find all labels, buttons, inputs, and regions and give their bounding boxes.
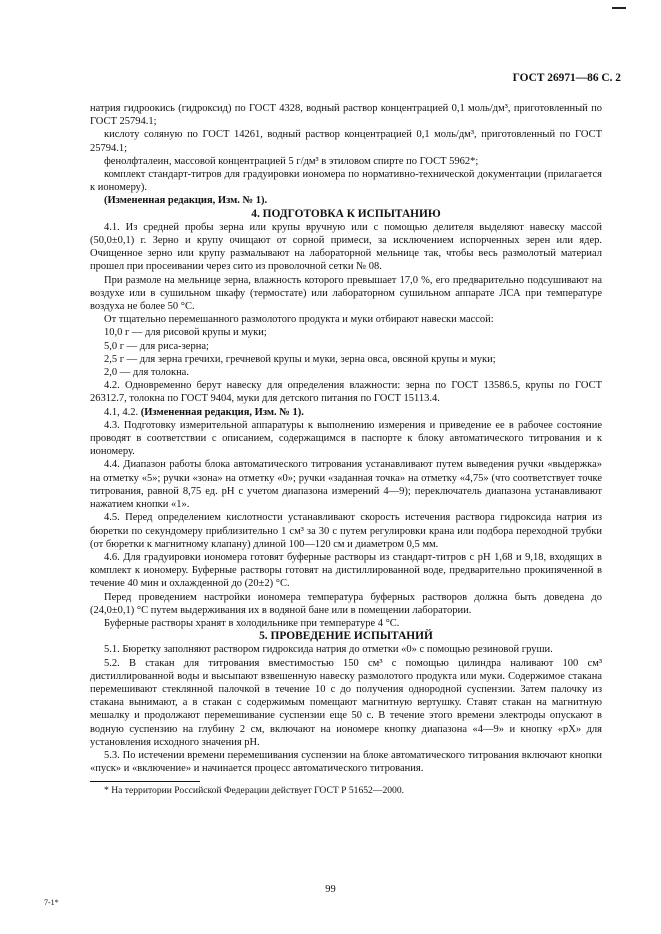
section-4-p11: Буферные растворы хранят в холодильнике при температуре 4 °С. [104,617,400,629]
corner-mark: 7-1* [44,898,59,907]
section-4-p3: От тщательно перемешанного размолотого продукта и муки отбирают навески массой: [104,314,494,326]
page-number: 99 [325,884,336,895]
section-5-p1: 5.1. Бюретку заполняют раствором гидроксида натрия до отметки «0» с помощью резиновой груши. [104,644,553,656]
intro-paragraph-3: фенолфталеин, массовой концентрацией 5 г/дм³ в этиловом спирте по ГОСТ 5962*; [104,155,479,167]
intro-paragraph-1: натрия гидроокись (гидроксид) по ГОСТ 4328, водный раствор концентрацией 0,1 моль/дм³, приготовленный по ГОСТ 25794.1; [90,103,602,128]
page-header: ГОСТ 26971—86 С. 2 [512,72,621,84]
section-5-title: 5. ПРОВЕДЕНИЕ ИСПЫТАНИЙ [259,630,433,643]
section-4-p7: 4.4. Диапазон работы блока автоматического титрования устанавливают путем выведения ручки «выдержка» на отметку «5»; ручки «зона» на отметку «0»; ручки «заданная точка» на отметку «4,75» (что соответствует точке титрования, равной 8,75 ед. рН с учетом диапазона измерений 4—9); переключатель диапазона устанавливают нажатием кнопки «1». [90,459,602,511]
intro-edit-note: (Измененная редакция, Изм. № 1). [104,195,268,207]
sample-mass-item-1: 10,0 г — для рисовой крупы и муки; [104,327,267,339]
section-4-edit-note [90,406,602,419]
edit-note-bold: (Измененная редакция, Изм. № 1). [140,406,304,418]
section-4-p2: При размоле на мельнице зерна, влажность которого превышает 17,0 %, его предварительно подсушивают на воздухе или в сушильном шкафу (термостате) или лабораторном сушильном аппарате ЛСА при температуре воздуха не более 50 °С. [90,274,602,313]
section-5-p3: 5.3. По истечении времени перемешивания суспензии на блоке автоматического титрования включают кнопки «пуск» и «включение» и начинается процесс автоматического титрования. [90,749,602,775]
edit-note-prefix: 4.1, 4.2. [104,406,139,418]
section-4-p4: 4.2. Одновременно берут навеску для определения влажности: зерна по ГОСТ 13586.5, крупы по ГОСТ 26312.7, толокна по ГОСТ 9404, муки для детского питания по ГОСТ 15113.4. [90,380,602,405]
section-4-p10: Перед проведением настройки иономера температура буферных растворов должна быть доведена до (24,0±0,1) °С путем выдерживания их в водяной бане или в помещении лаборатории. [90,591,602,616]
sample-mass-item-4: 2,0 — для толокна. [104,367,189,379]
top-dash [612,7,626,9]
page-content [90,102,602,798]
intro-paragraph-4: комплект стандарт-титров для градуировки иономера по нормативно-технической документации (прилагается к иономеру). [90,169,602,194]
footnote: * На территории Российской Федерации действует ГОСТ Р 51652—2000. [104,785,405,797]
section-4-p9: 4.6. Для градуировки иономера готовят буферные растворы из стандарт-титров с рН 1,68 и 9,18, входящих в комплект к иономеру. Буферные растворы готовят на дистиллированной воде, предварительно прокипяченной в течение 40 мин и охлажденной до (20±2) °С. [90,551,602,590]
section-4-p6: 4.3. Подготовку измерительной аппаратуры к выполнению измерения и приведение ее в рабочее состояние проводят в соответствии с описанием, содержащимся в паспорте к блоку автоматического титрования и к иономеру. [90,419,602,458]
section-4-title: 4. ПОДГОТОВКА К ИСПЫТАНИЮ [251,207,441,220]
sample-mass-item-2: 5,0 г — для риса-зерна; [104,340,209,352]
section-5-p2: 5.2. В стакан для титрования вместимостью 150 см³ с помощью цилиндра наливают 100 см³ дистиллированной воды и высыпают взвешенную навеску размолотого продукта или муки. Содержимое стакана перемешивают стеклянной палочкой в течение 10 с до получения однородной суспензии. Затем палочку из стакана вынимают, а в стакан с содержимым помещают магнитную вертушку. Ставят стакан на магнитную мешалку и продолжают перемешивание суспензии еще 50 с. В течение этого времени электроды опускают в водную суспензию на глубину 2 см, включают на иономере кнопку диапазона «4—9» и кнопку «рХ» для установления исходного значения рН. [90,657,602,748]
intro-paragraph-2: кислоту соляную по ГОСТ 14261, водный раствор концентрацией 0,1 моль/дм³, приготовленный по ГОСТ 25794.1; [90,129,602,154]
footnote-divider [90,781,200,782]
sample-mass-item-3: 2,5 г — для зерна гречихи, гречневой крупы и муки, зерна овса, овсяной крупы и муки; [104,353,496,365]
section-4-p1: 4.1. Из средней пробы зерна или крупы вручную или с помощью делителя выделяют навеску массой (50,0±0,1) г. Зерно и крупу очищают от сорной примеси, за исключением испорченных зерен или ядер. Очищенное зерно или крупу размалывают на лабораторной мельнице так, чтобы весь размолотый материал прошел при просеивании через сито из проволочной сетки № 08. [90,221,602,273]
section-4-p8: 4.5. Перед определением кислотности устанавливают скорость истечения раствора гидроксида натрия из бюретки по секундомеру приблизительно 1 см³ за 30 с путем регулировки крана или подбора переходной трубки (от бюретки к магнитному клапану) длиной 100—120 см и диаметром 0,5 мм. [90,512,602,550]
